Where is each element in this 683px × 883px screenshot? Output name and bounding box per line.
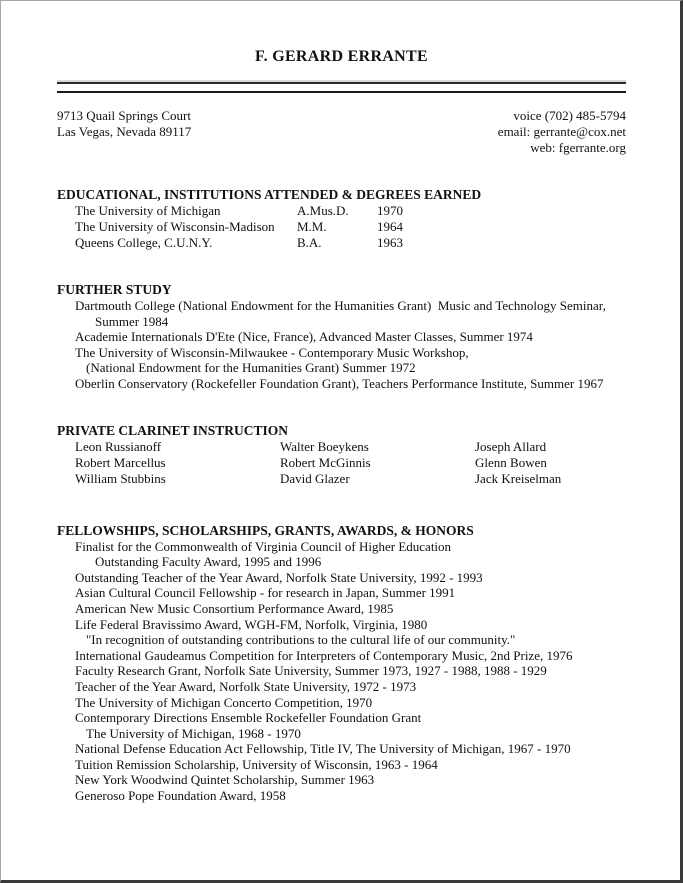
- rule-bottom: [57, 91, 626, 93]
- double-rule: [57, 82, 626, 93]
- list-item: Generoso Pope Foundation Award, 1958: [75, 788, 286, 804]
- list-item: Outstanding Faculty Award, 1995 and 1996: [95, 554, 322, 570]
- degree-cell: A.Mus.D.: [297, 203, 349, 218]
- list-item: New York Woodwind Quintet Scholarship, Summer 1963: [75, 772, 375, 788]
- list-item: Academie Internationals D'Ete (Nice, France), Advanced Master Classes, Summer 1974: [75, 329, 533, 345]
- list-item: Oberlin Conservatory (Rockefeller Foundation Grant), Teachers Performance Institute, Summer 1967: [75, 375, 604, 391]
- section-fellowships: [57, 522, 626, 804]
- section-education: [57, 186, 626, 251]
- section-private-instruction: [57, 422, 626, 487]
- private-instruction-heading: PRIVATE CLARINET INSTRUCTION: [57, 422, 289, 438]
- fellowships-heading: FELLOWSHIPS, SCHOLARSHIPS, GRANTS, AWARDS, & HONORS: [57, 522, 474, 538]
- list-item: Dartmouth College (National Endowment for the Humanities Grant) Music and Technology Seminar,: [75, 298, 606, 313]
- table-row: [57, 455, 626, 471]
- table-row: [57, 219, 626, 235]
- list-item: Contemporary Directions Ensemble Rockefeller Foundation Grant: [75, 710, 422, 726]
- instructor-name: Joseph Allard: [475, 438, 547, 454]
- list-item: National Defense Education Act Fellowship, Title IV, The University of Michigan, 1967 - 1970: [75, 741, 571, 757]
- page-content: [1, 1, 680, 804]
- contact-details-block: [498, 108, 626, 156]
- instructor-name: William Stubbins: [75, 470, 166, 486]
- degree-cell: B.A.: [297, 235, 322, 250]
- section-further-study: [57, 281, 626, 392]
- web-line: web: fgerrante.org: [530, 140, 626, 155]
- instructor-name: Walter Boeykens: [280, 438, 369, 454]
- list-item: American New Music Consortium Performance Award, 1985: [75, 600, 394, 616]
- year-cell: 1963: [377, 235, 403, 250]
- list-item: "In recognition of outstanding contributions to the cultural life of our community.": [86, 632, 516, 648]
- list-item: (National Endowment for the Humanities Grant) Summer 1972: [86, 360, 416, 376]
- address-line-2: Las Vegas, Nevada 89117: [57, 124, 192, 139]
- instructor-name: David Glazer: [280, 470, 350, 486]
- address-line-1: 9713 Quail Springs Court: [57, 108, 191, 123]
- address-block: [57, 108, 191, 156]
- voice-line: voice (702) 485-5794: [513, 108, 626, 123]
- list-item: The University of Michigan, 1968 - 1970: [86, 725, 301, 741]
- instructor-name: Robert McGinnis: [280, 454, 371, 470]
- list-item: International Gaudeamus Competition for Interpreters of Contemporary Music, 2nd Prize, 1976: [75, 647, 573, 663]
- year-cell: 1964: [377, 219, 403, 234]
- list-item: The University of Wisconsin-Milwaukee - Contemporary Music Workshop,: [75, 344, 469, 360]
- year-cell: 1970: [377, 203, 403, 218]
- table-row: [57, 439, 626, 455]
- list-item: Finalist for the Commonwealth of Virginia Council of Higher Education: [75, 538, 452, 554]
- list-item: Faculty Research Grant, Norfolk Sate University, Summer 1973, 1927 - 1988, 1988 - 1929: [75, 663, 547, 679]
- email-line: email: gerrante@cox.net: [497, 124, 626, 139]
- list-item: Teacher of the Year Award, Norfolk State University, 1972 - 1973: [75, 678, 417, 694]
- instructor-name: Robert Marcellus: [75, 454, 166, 470]
- list-item: Tuition Remission Scholarship, University of Wisconsin, 1963 - 1964: [75, 756, 438, 772]
- list-item: Outstanding Teacher of the Year Award, Norfolk State University, 1992 - 1993: [75, 569, 483, 585]
- instructor-name: Glenn Bowen: [475, 454, 547, 470]
- institution-cell: Queens College, C.U.N.Y.: [75, 235, 213, 250]
- table-row: [57, 471, 626, 487]
- list-item: Summer 1984: [95, 313, 169, 329]
- education-heading: EDUCATIONAL, INSTITUTIONS ATTENDED & DEGREES EARNED: [57, 187, 482, 202]
- page-title: F. GERARD ERRANTE: [255, 48, 428, 65]
- instructor-name: Leon Russianoff: [75, 438, 162, 454]
- table-row: [57, 203, 626, 219]
- list-item: Asian Cultural Council Fellowship - for research in Japan, Summer 1991: [75, 585, 456, 601]
- rule-top: [57, 82, 626, 84]
- institution-cell: The University of Michigan: [75, 203, 221, 218]
- instructor-name: Jack Kreiselman: [475, 470, 562, 486]
- contact-block: [57, 108, 626, 156]
- list-item: Life Federal Bravissimo Award, WGH-FM, Norfolk, Virginia, 1980: [75, 616, 428, 632]
- institution-cell: The University of Wisconsin-Madison: [75, 219, 275, 234]
- table-row: [57, 235, 626, 251]
- degree-cell: M.M.: [297, 219, 327, 234]
- further-study-heading: FURTHER STUDY: [57, 282, 172, 297]
- list-item: The University of Michigan Concerto Competition, 1970: [75, 694, 373, 710]
